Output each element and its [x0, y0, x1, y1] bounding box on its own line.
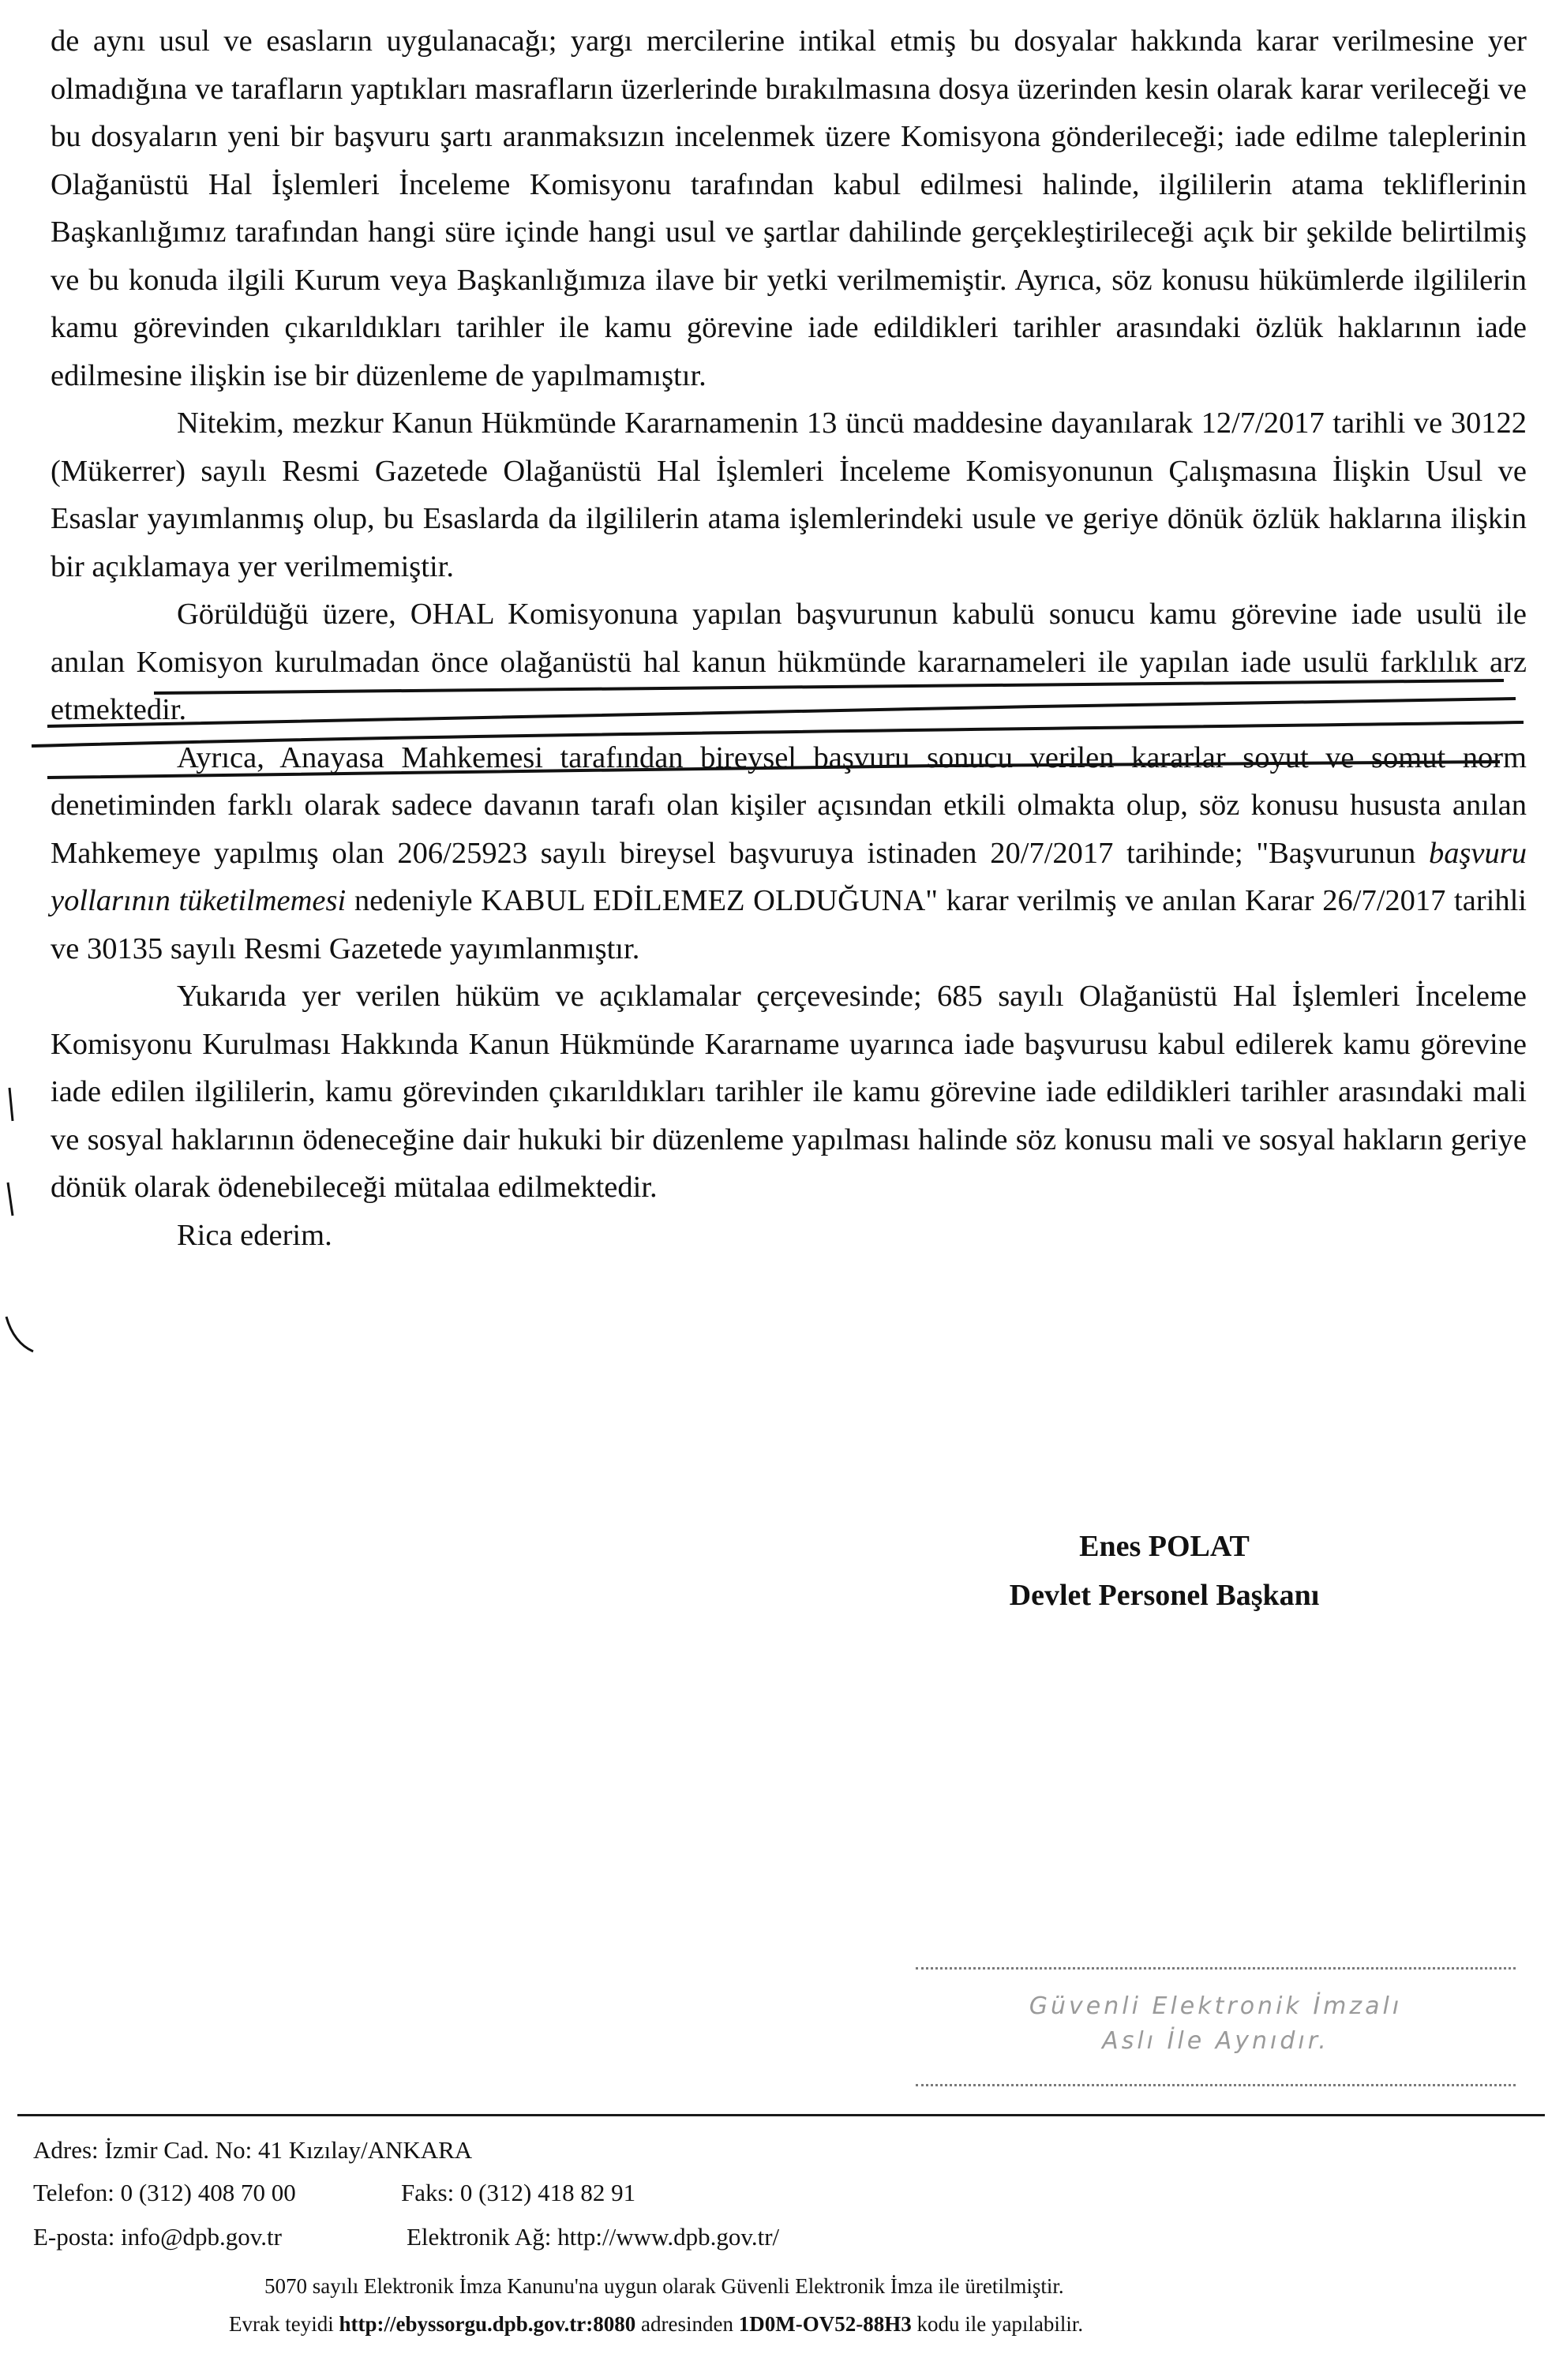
- e-signature-stamp: [916, 1958, 1516, 2096]
- margin-mark-2: [8, 1183, 13, 1216]
- paragraph-4-text-b: nedeniyle KABUL EDİLEMEZ OLDUĞUNA" karar verilmiş ve anılan Karar 26/7/2017 tarihli ve 30135 sayılı Resmi Gazetede yayımlanmıştır.: [51, 884, 1527, 965]
- verify-prefix: Evrak teyidi: [229, 2312, 334, 2336]
- footer-email[interactable]: E-posta: info@dpb.gov.tr: [33, 2223, 282, 2251]
- signatory-name: Enes POLAT: [1079, 1530, 1250, 1563]
- paragraph-4-italic: başvuru yollarının tüketilmemesi: [51, 836, 1527, 917]
- verify-code: 1D0M-OV52-88H3: [738, 2312, 912, 2336]
- letter-body: [51, 17, 1527, 1259]
- verify-url-link[interactable]: http://ebyssorgu.dpb.gov.tr:8080: [339, 2312, 636, 2336]
- footer-phone: Telefon: 0 (312) 408 70 00: [33, 2179, 296, 2206]
- paragraph-5: Yukarıda yer verilen hüküm ve açıklamalar çerçevesinde; 685 sayılı Olağanüstü Hal İşlemleri İnceleme Komisyonu Kurulması Hakkında Kanun Hükmünde Kararname uyarınca iade başvurusu kabul edilerek kamu görevine iade edilen ilgililerin, kamu görevinden çıkarıldıkları tarihler ile kamu görevine iade edildikleri tarihler arasındaki mali ve sosyal haklarının ödeneceğine dair hukuki bir düzenleme yapılması halinde söz konusu mali ve sosyal hakların geriye dönük olarak ödenebileceği mütalaa edilmektedir.: [51, 980, 1527, 1204]
- footer-verification: [229, 2305, 1083, 2343]
- paragraph-1: de aynı usul ve esasların uygulanacağı; yargı mercilerine intikal etmiş bu dosyalar hakkında karar verilmesine yer olmadığına ve tarafların yaptıkları masrafların üzerlerinde bırakılmasına dosya üzerinden kesin olarak karar verileceği ve bu dosyaların yeni bir başvuru şartı aranmaksızın incelenmek üzere Komisyona gönderileceği; iade edilme taleplerinin Olağanüstü Hal İşlemleri İnceleme Komisyonu tarafından kabul edilmesi halinde, ilgililerin atama tekliflerinin Başkanlığımız tarafından hangi süre içinde hangi usul ve şartlar dahilinde gerçekleştirileceği açık bir şekilde belirtilmiş ve bu konuda ilgili Kurum veya Başkanlığımıza ilave bir yetki verilmemiştir. Ayrıca, söz konusu hükümlerde ilgililerin kamu görevinden çıkarıldıkları tarihler ile kamu görevine iade edildikleri tarihler arasındaki özlük haklarının iade edilmesine ilişkin ise bir düzenleme de yapılmamıştır.: [51, 24, 1527, 392]
- signatory-title: Devlet Personel Başkanı: [1009, 1579, 1320, 1612]
- stamp-bottom-border: [916, 2084, 1516, 2086]
- signature-block: [943, 1522, 1385, 1620]
- footer-address: Adres: İzmir Cad. No: 41 Kızılay/ANKARA: [33, 2136, 473, 2164]
- closing-phrase: Rica ederim.: [177, 1218, 332, 1252]
- paragraph-2: Nitekim, mezkur Kanun Hükmünde Kararnamenin 13 üncü maddesine dayanılarak 12/7/2017 tarihli ve 30122 (Mükerrer) sayılı Resmi Gazetede Olağanüstü Hal İşlemleri İnceleme Komisyonunun Çalışmasına İlişkin Usul ve Esaslar yayımlanmış olup, bu Esaslarda da ilgililerin atama işlemlerindeki usule ve geriye dönük özlük haklarına ilişkin bir açıklamaya yer verilmemiştir.: [51, 407, 1527, 583]
- footer-web[interactable]: Elektronik Ağ: http://www.dpb.gov.tr/: [407, 2223, 780, 2251]
- stamp-text: [916, 1989, 1516, 2059]
- paragraph-4: [51, 734, 1527, 973]
- footer-esign-note: 5070 sayılı Elektronik İmza Kanunu'na uygun olarak Güvenli Elektronik İmza ile üretilmiştir.: [264, 2274, 1064, 2298]
- stamp-line-2: Aslı İle Aynıdır.: [1102, 2027, 1329, 2055]
- paragraph-3-underlined: Görüldüğü üzere, OHAL Komisyonuna yapılan başvurunun kabulü sonucu kamu görevine iade usulü ile anılan Komisyon kurulmadan önce olağanüstü hal kanun hükmünde kararnameleri ile yapılan iade usulü farklılık arz etmektedir.: [51, 598, 1527, 726]
- stamp-top-border: [916, 1967, 1516, 1970]
- verify-middle: adresinden: [641, 2312, 733, 2336]
- margin-mark-1: [9, 1088, 13, 1121]
- margin-mark-3: [6, 1317, 33, 1351]
- footer-divider: [17, 2114, 1545, 2116]
- verify-suffix: kodu ile yapılabilir.: [916, 2312, 1084, 2336]
- paragraph-4-text-a: Ayrıca, Anayasa Mahkemesi tarafından bireysel başvuru sonucu verilen kararlar soyut ve somut norm denetiminden farklı olarak sadece davanın tarafı olan kişiler açısından etkili olmakta olup, söz konusu hususta anılan Mahkemeye yapılmış olan 206/25923 sayılı bireysel başvuruya istinaden 20/7/2017 tarihinde; "Başvurunun: [51, 740, 1527, 870]
- footer-fax: Faks: 0 (312) 418 82 91: [401, 2179, 636, 2206]
- stamp-line-1: Güvenli Elektronik İmzalı: [1029, 1992, 1403, 2020]
